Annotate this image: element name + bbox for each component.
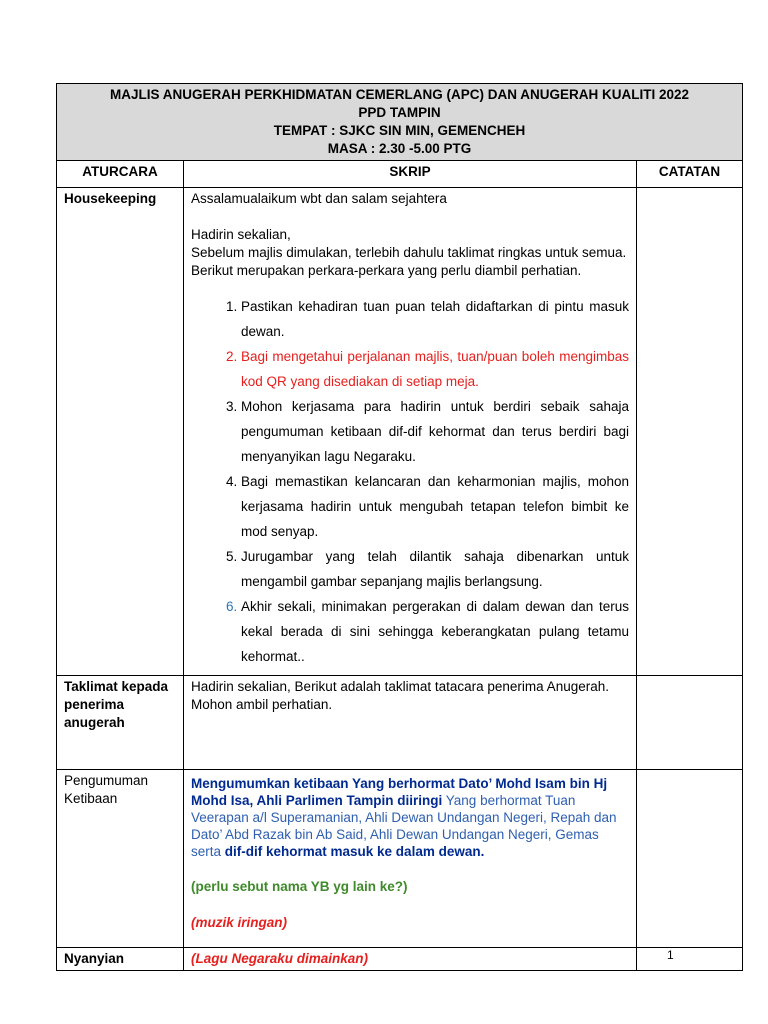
list-item: 3. Mohon kerjasama para hadirin untuk berdiri sebaik sahaja pengumuman ketibaan dif-dif kehormat dan terus berdiri bagi menyanyikan lagu Negaraku. bbox=[241, 394, 629, 469]
page-number: 1 bbox=[667, 948, 674, 962]
label-housekeeping: Housekeeping bbox=[57, 188, 184, 676]
row-housekeeping bbox=[57, 188, 743, 676]
row-pengumuman bbox=[57, 770, 743, 948]
housekeeping-p1: Hadirin sekalian, bbox=[191, 227, 291, 242]
list-item: 2. Bagi mengetahui perjalanan majlis, tuan/puan boleh mengimbas kod QR yang disediakan di setiap meja. bbox=[241, 344, 629, 394]
header-title: MAJLIS ANUGERAH PERKHIDMATAN CEMERLANG (APC) DAN ANUGERAH KUALITI 2022 bbox=[110, 87, 690, 102]
row-taklimat bbox=[57, 676, 743, 770]
announcement-note: (perlu sebut nama YB yg lain ke?) bbox=[191, 879, 408, 894]
catatan-taklimat bbox=[637, 676, 743, 770]
nyanyian-text: (Lagu Negaraku dimainkan) bbox=[191, 951, 369, 966]
column-skrip: SKRIP bbox=[184, 161, 637, 188]
housekeeping-p2: Sebelum majlis dimulakan, terlebih dahulu taklimat ringkas untuk semua. bbox=[191, 245, 627, 260]
program-table bbox=[56, 83, 743, 971]
column-header-row bbox=[57, 161, 743, 188]
list-item: 5. Jurugambar yang telah dilantik sahaja dibenarkan untuk mengambil gambar sepanjang majlis berlangsung. bbox=[241, 544, 629, 594]
list-item: 1. Pastikan kehadiran tuan puan telah didaftarkan di pintu masuk dewan. bbox=[241, 294, 629, 344]
label-taklimat: Taklimat kepada penerima anugerah bbox=[57, 676, 184, 770]
script-taklimat bbox=[184, 676, 637, 770]
list-item: 6. Akhir sekali, minimakan pergerakan di dalam dewan dan terus kekal berada di sini sehingga keberangkatan pulang tetamu kehormat.. bbox=[241, 594, 629, 669]
catatan-housekeeping bbox=[637, 188, 743, 676]
housekeeping-list bbox=[191, 294, 629, 669]
script-nyanyian bbox=[184, 948, 637, 971]
row-nyanyian bbox=[57, 948, 743, 971]
announcement-normal: Yang berhormat Tuan Veerapan a/l Superamanian, Ahli Dewan Undangan Negeri, Repah dan Dato’ Abd Razak bin Ab Said, Ahli Dewan Undangan Negeri, Gemas serta bbox=[191, 793, 617, 859]
script-pengumuman bbox=[184, 770, 637, 948]
header-time: MASA : 2.30 -5.00 PTG bbox=[327, 141, 472, 156]
document-header bbox=[57, 84, 743, 161]
label-pengumuman: Pengumuman Ketibaan bbox=[57, 770, 184, 948]
announcement-bold-1: Mengumumkan ketibaan Yang berhormat Dato’ Mohd Isam bin Hj Mohd Isa, Ahli Parlimen Tampin diiringi bbox=[191, 776, 608, 808]
announcement-bold-2: dif-dif kehormat masuk ke dalam dewan. bbox=[224, 844, 485, 859]
taklimat-line1: Hadirin sekalian, Berikut adalah taklimat tatacara penerima Anugerah. bbox=[191, 679, 609, 694]
script-housekeeping bbox=[184, 188, 637, 676]
announcement-music: (muzik iringan) bbox=[191, 915, 288, 930]
column-catatan: CATATAN bbox=[637, 161, 743, 188]
column-aturcara: ATURCARA bbox=[57, 161, 184, 188]
header-row bbox=[57, 84, 743, 161]
announcement-text bbox=[191, 775, 629, 860]
label-nyanyian: Nyanyian bbox=[57, 948, 184, 971]
taklimat-line2: Mohon ambil perhatian. bbox=[191, 697, 333, 712]
catatan-pengumuman bbox=[637, 770, 743, 948]
header-district: PPD TAMPIN bbox=[358, 105, 441, 120]
list-item: 4. Bagi memastikan kelancaran dan keharmonian majlis, mohon kerjasama hadirin untuk mengubah tetapan telefon bimbit ke mod senyap. bbox=[241, 469, 629, 544]
catatan-nyanyian bbox=[637, 948, 743, 971]
greeting: Assalamualaikum wbt dan salam sejahtera bbox=[191, 191, 447, 206]
housekeeping-p3: Berikut merupakan perkara-perkara yang perlu diambil perhatian. bbox=[191, 263, 582, 278]
header-venue: TEMPAT : SJKC SIN MIN, GEMENCHEH bbox=[273, 123, 526, 138]
